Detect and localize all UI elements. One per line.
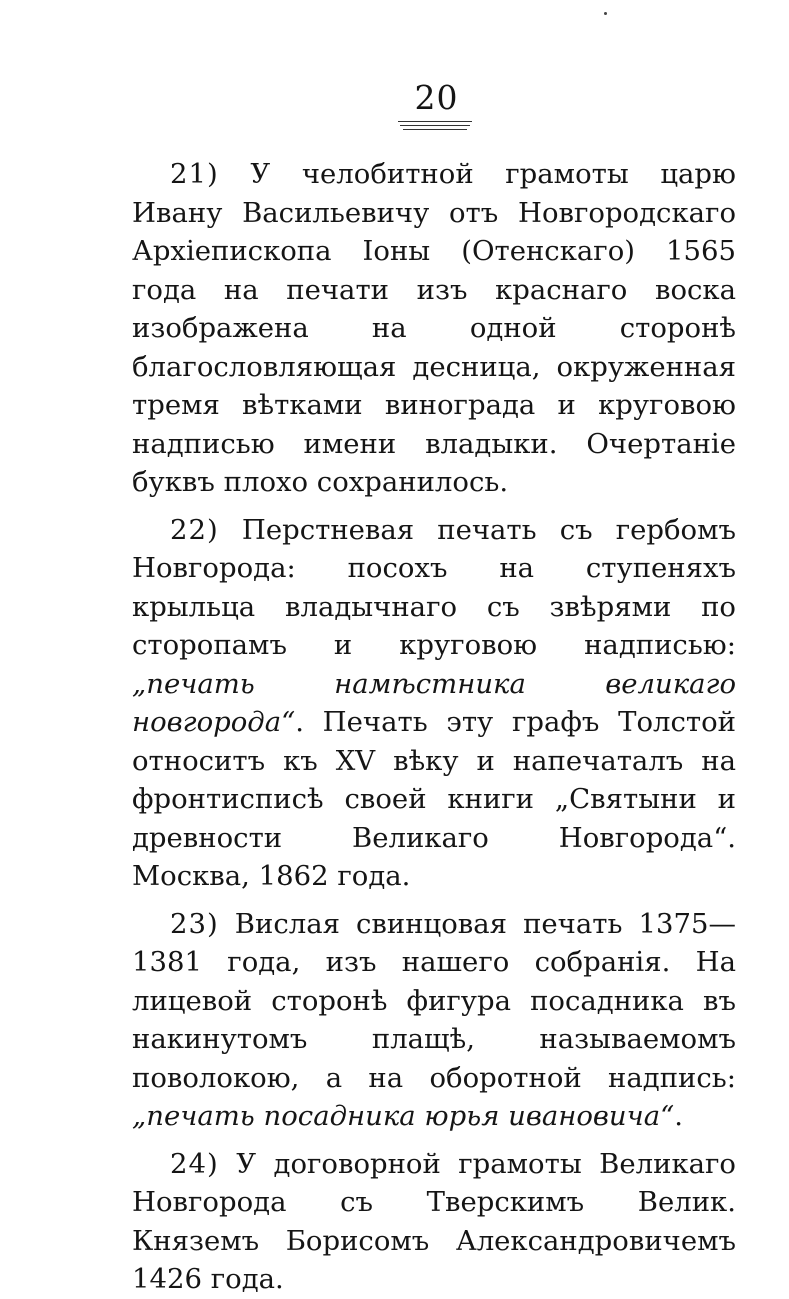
seal-inscription: „печать посадника юрья ивановича“	[132, 1100, 675, 1132]
body-text	[132, 155, 736, 1299]
item-number: 24)	[170, 1147, 219, 1180]
paragraph-text: У челобитной грамоты царю Ивану Васильевичу отъ Новгородскаго Архіепископа Іоны (Отенскаго) 1565 года на печати изъ краснаго воска изображена на одной сторонѣ благословляющая десница, окруженная тремя вѣтками винограда и круговою надписью имени владыки. Очертаніе буквъ плохо сохранилось.	[132, 158, 736, 498]
seal-inscription: „печать намѣстника великаго новгорода“	[132, 667, 736, 738]
item-number: 22)	[170, 513, 219, 546]
paragraph-text: Перстневая печать съ гербомъ Новгорода: посохъ на ступеняхъ крыльца владычнаго съ звѣрями по сторопамъ и круговою надписью:	[132, 513, 736, 661]
page-number: 20	[414, 78, 459, 117]
item-number: 21)	[170, 158, 219, 190]
paragraph-text: Вислая свинцовая печать 1375—1381 года, изъ нашего собранія. На лицевой сторонѣ фигура посадника въ накинутомъ плащѣ, называемомъ поволокою, а на оборотной надпись:	[132, 907, 736, 1094]
print-speck	[604, 12, 607, 15]
paragraph-22	[132, 511, 736, 896]
paragraph-text: У договорной грамоты Великаго Новгорода съ Тверскимъ Велик. Княземъ Борисомъ Александровичемъ 1426 года.	[132, 1147, 736, 1295]
paragraph-21	[132, 155, 736, 502]
paragraph-text: . Печать эту графъ Толстой относитъ къ XV вѣку и напечаталъ на фронтисписѣ своей книги „Святыни и древности Великаго Новгорода“. Москва, 1862 года.	[132, 706, 736, 892]
item-number: 23)	[170, 907, 219, 940]
paragraph-24	[132, 1145, 736, 1299]
paragraph-23	[132, 905, 736, 1136]
header-rule	[400, 125, 470, 126]
header-rule	[403, 129, 467, 130]
paragraph-text: .	[674, 1100, 683, 1132]
header-rule	[398, 121, 472, 122]
